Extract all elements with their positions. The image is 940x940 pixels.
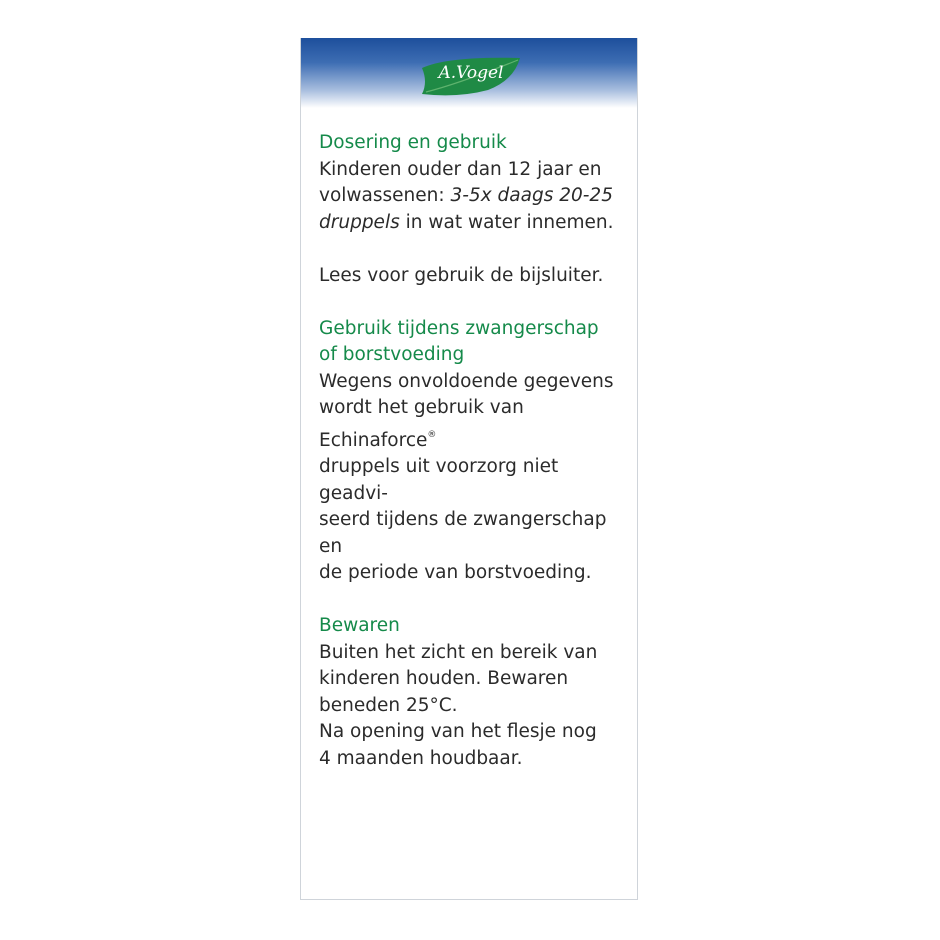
- pregnancy-line-2: [319, 395, 629, 454]
- storage-line-5: 4 maanden houdbaar.: [319, 747, 523, 769]
- dosage-line-3-suffix: in wat water innemen.: [399, 211, 614, 233]
- pregnancy-line-1: Wegens onvoldoende gegevens: [319, 370, 614, 392]
- pregnancy-line-2-text: wordt het gebruik van Echinaforce: [319, 397, 524, 451]
- panel-text: [319, 130, 629, 772]
- pregnancy-line-5: de periode van borstvoeding.: [319, 562, 592, 583]
- dosage-line-3-italic: druppels: [319, 211, 400, 233]
- dosage-line-2-prefix: volwassenen:: [319, 185, 451, 206]
- pregnancy-heading-line-1: Gebruik tijdens zwangerschap: [319, 317, 599, 339]
- storage-line-2: kinderen houden. Bewaren: [319, 668, 569, 689]
- registered-mark: ®: [427, 429, 437, 440]
- pregnancy-line-4: seerd tijdens de zwangerschap en: [319, 509, 607, 557]
- leaflet-note: Lees voor gebruik de bijsluiter.: [319, 264, 604, 286]
- package-side-panel: [300, 38, 638, 900]
- storage-line-3: beneden 25°C.: [319, 694, 458, 716]
- dosage-heading: Dosering en gebruik: [319, 132, 507, 153]
- dosage-line-1: Kinderen ouder dan 12 jaar en: [319, 158, 602, 180]
- storage-line-1: Buiten het zicht en bereik van: [319, 641, 598, 663]
- storage-heading: Bewaren: [319, 615, 400, 636]
- brand-logo: [418, 54, 524, 98]
- dosage-line-2: [319, 183, 629, 210]
- dosage-line-3: [319, 210, 629, 237]
- dosage-line-2-italic: 3-5x daags 20-25: [450, 185, 613, 206]
- pregnancy-line-3: druppels uit voorzorg niet geadvi-: [319, 456, 559, 504]
- logo-text: A.Vogel: [438, 63, 504, 83]
- storage-line-4: Na opening van het flesje nog: [319, 721, 597, 742]
- pregnancy-heading-line-2: of borstvoeding: [319, 344, 465, 365]
